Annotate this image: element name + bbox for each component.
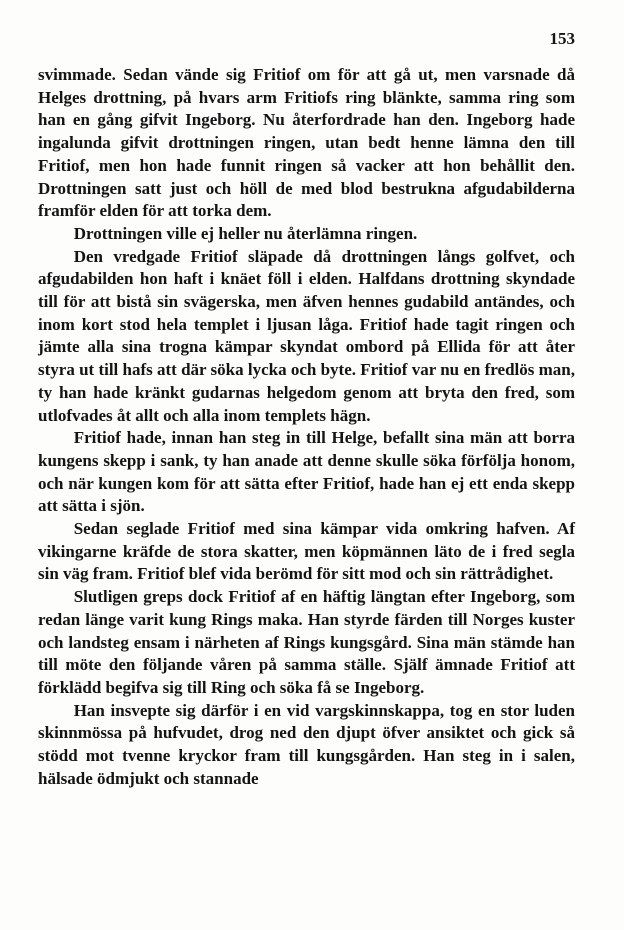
paragraph: Fritiof hade, innan han steg in till Helge, befallt sina män att borra kungens skepp i sank, ty han anade att denne skulle söka förfölja honom, och när kungen kom för att sätta efter Fritiof, hade han ej ett enda skepp att sätta i sjön.: [38, 428, 575, 516]
paragraph: Den vredgade Fritiof släpade då drottningen långs golfvet, och afgudabilden hon haft i knäet föll i elden. Halfdans drottning skyndade till för att bistå sin svägerska, men äfven hennes gudabild antändes, och inom kort stod hela templet i ljusan låga. Fritiof hade tagit ringen och jämte alla sina trogna kämpar skyndat ombord på Ellida för att åter styra ut till hafs att där söka lycka och byte. Fritiof var nu en fredlös man, ty han hade kränkt gudarnas helgedom genom att bryta den fred, som utlofvades åt allt och alla inom templets hägn.: [38, 246, 575, 425]
page-number: 153: [549, 29, 575, 48]
paragraph: svimmade. Sedan vände sig Fritiof om för att gå ut, men varsnade då Helges drottning, på hvars arm Fritiofs ring blänkte, samma ring som han en gång gifvit Ingeborg. Nu återfordrade han den. Ingeborg hade ingalunda gifvit drottningen ringen, utan bedt henne lämna den till Fritiof, men hon hade funnit ringen så vacker att hon behållit den. Drottningen satt just och höll de med blod bestrukna afgudabilderna framför elden för att torka dem.: [38, 65, 575, 221]
body-text: [38, 64, 575, 791]
book-page: [38, 28, 575, 791]
paragraph: Slutligen greps dock Fritiof af en häftig längtan efter Ingeborg, som redan länge varit kung Rings maka. Han styrde färden till Norges kuster och landsteg ensam i närheten af Rings kungsgård. Sina män stämde han till möte den följande våren på samma ställe. Själf ämnade Fritiof att förklädd begifva sig till Ring och söka få se Ingeborg.: [38, 587, 575, 697]
paragraph: Han insvepte sig därför i en vid vargskinnskappa, tog en stor luden skinnmössa på hufvudet, drog ned den djupt öfver ansiktet och gick så stödd mot tvenne kryckor fram till kungsgården. Han steg in i salen, hälsade ödmjukt och stannade: [38, 700, 575, 788]
paragraph: Drottningen ville ej heller nu återlämna ringen.: [73, 223, 418, 243]
paragraph: Sedan seglade Fritiof med sina kämpar vida omkring hafven. Af vikingarne kräfde de stora skatter, men köpmännen läto de i fred segla sin väg fram. Fritiof blef vida berömd för sitt mod och sin rättrådighet.: [38, 519, 575, 584]
